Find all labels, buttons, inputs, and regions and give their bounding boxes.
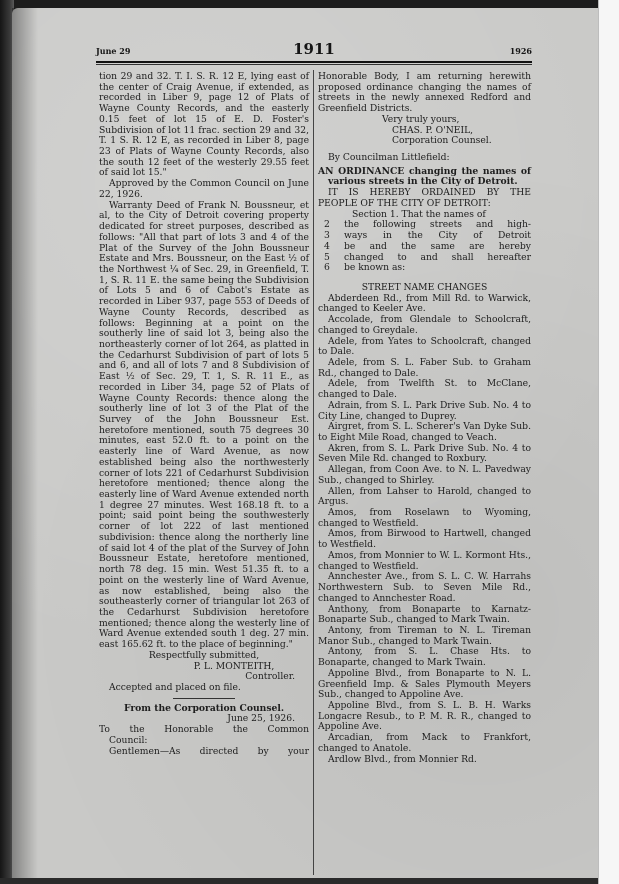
street-change: Amos, from Monnier to W. L. Kormont Hts., changed to Westfield. — [318, 549, 531, 572]
enacting-clause: IT IS HEREBY ORDAINED BY THE PEOPLE OF THE CITY OF DETROIT: — [318, 187, 531, 209]
line-text: the following streets and high- — [344, 219, 531, 231]
street-change: Allegan, from Coon Ave. to N. L. Pavedway Sub., changed to Shirley. — [318, 464, 531, 486]
paragraph: Honorable Body, I am returning herewith proposed ordinance changing the names of streets in the newly annexed Redford and Greenfield Districts. — [318, 71, 531, 115]
street-change: Airgret, from S. L. Scherer's Van Dyke Sub. to Eight Mile Road, changed to Veach. — [318, 421, 531, 443]
street-change: Arcadian, from Mack to Frankfort, changed to Anatole. — [318, 732, 531, 754]
right-column — [318, 72, 531, 765]
street-change: Ardlow Blvd., from Monnier Rd. — [328, 753, 477, 765]
line-text: ways in the City of Detroit — [344, 230, 531, 242]
street-change: Anthony, from Bonaparte to Karnatz-Bonaparte Sub., changed to Mark Twain. — [318, 603, 531, 626]
street-change: Adrain, from S. L. Park Drive Sub. No. 4 to City Line, changed to Duprey. — [318, 399, 531, 422]
numbered-line — [318, 263, 531, 274]
page-bottom-edge — [0, 878, 619, 884]
ordinance-title-lead: AN ORDINANCE — [318, 165, 405, 177]
salutation: Council: — [109, 734, 148, 746]
line-text: be and the same are hereby — [344, 240, 531, 252]
header-year: 1926 — [509, 46, 532, 56]
header-rule — [96, 61, 532, 63]
street-change: Adele, from Yates to Schoolcraft, changed to Dale. — [318, 335, 531, 358]
changes-heading: STREET NAME CHANGES — [361, 281, 488, 293]
signature-closing: Very truly yours, — [382, 113, 460, 125]
line-number: 5 — [324, 251, 330, 263]
ordinance-title-rest: changing the names of various streets in the City of Detroit. — [328, 165, 531, 188]
header-page-number: 1911 — [293, 40, 335, 58]
street-change: Akren, from S. L. Park Drive Sub. No. 4 to Seven Mile Rd. changed to Roxbury. — [318, 442, 531, 465]
street-change: Annchester Ave., from S. L. C. W. Harrahs Northwestern Sub. to Seven Mile Rd., changed to Annchester Road. — [318, 571, 531, 604]
letter-date: June 25, 1926. — [227, 713, 295, 725]
header-date: June 29 — [96, 46, 131, 56]
salutation: To the Honorable the Common — [99, 724, 309, 736]
signature-closing: Respectfully submitted, — [148, 649, 260, 661]
signature-title: Corporation Counsel. — [392, 135, 492, 147]
numbered-line — [318, 242, 531, 253]
by-line: By Councilman Littlefield: — [328, 152, 450, 164]
line-number: 6 — [324, 262, 330, 274]
signature-title: Controller. — [245, 671, 295, 683]
letter-opening: Gentlemen—As directed by your — [109, 745, 309, 757]
line-number: 3 — [324, 230, 330, 242]
line-text: changed to and shall hereafter — [344, 251, 531, 263]
signature-name: P. L. MONTEITH, — [193, 660, 275, 672]
street-change: Appoline Blvd., from Bonaparte to N. L. Greenfield Imp. & Sales Plymouth Meyers Sub., changed to Appoline Ave. — [318, 667, 531, 701]
page-shadow — [12, 8, 38, 878]
scan-margin — [598, 0, 619, 884]
line-number: 4 — [324, 240, 330, 252]
column-divider — [313, 70, 314, 875]
street-change: Allen, from Lahser to Harold, changed to Argus. — [318, 485, 531, 508]
street-change: Accolade, from Glendale to Schoolcraft, changed to Greydale. — [318, 314, 531, 336]
ordinance-title — [318, 167, 531, 188]
line-number: 2 — [324, 219, 330, 231]
line-text: be known as: — [344, 262, 406, 274]
street-change: Adele, from S. L. Faber Sub. to Graham Rd., changed to Dale. — [318, 356, 531, 379]
signature-name: CHAS. P. O'NEIL, — [392, 124, 474, 136]
left-column — [99, 72, 309, 757]
paragraph: Warranty Deed of Frank N. Boussneur, et al, to the City of Detroit covering property dedicated for street purposes, described as follows: "All that part of lots 3 and 4 of the Plat of the Survey of the John Boussneur Estate and Mrs. Boussneur, on the East ½ of the Northwest ¼ of Sec. 29, in Greenfield, T. 1, S. R. 11 E. the same being the Subdivision of Lots 5 and 6 of Cabot's Estate as recorded in Liber 937, page 553 of Deeds of Wayne County Records, described as follows: Beginning at a point on the southerly line of said lot 3, being also the northeasterly corner of lot 264, as platted in the Cedarhurst Subdivision of part of lots 5 and 6, and all of lots 7 and 8 Subdivision of East ½ of Sec. 29, T. 1, S. R. 11 E., as recorded in Liber 34, page 52 of Plats of Wayne County Records: thence along the southerly line of lot 3 of the Plat of the Survey of the John Boussneur Est. heretofore mentioned, south 75 degrees 30 minutes, east 52.0 ft. to a point on the easterly line of Ward Avenue, as now established being also the northwesterly corner of lots 221 of Cedarhurst Subdivision heretofore mentioned; thence along the easterly line of Ward Avenue extended north 1 degree 27 minutes. West 168.18 ft. to a point; said point being the southwesterly corner of lot 222 of last mentioned subdivision: thence along the northerly line of said lot 4 of the plat of the Survey of John Boussneur Estate, heretofore mentioned, north 78 deg. 15 min. West 51.35 ft. to a point on the westerly line of Ward Avenue, as now established, being also the southeasterly corner of triangular lot 263 of the Cedarhurst Subdivision heretofore mentioned; thence along the westerly line of Ward Avenue extended south 1 deg. 27 min. east 165.62 ft. to the place of beginning." — [99, 199, 309, 651]
header-rule-thin — [96, 64, 532, 65]
street-change: Amos, from Roselawn to Wyoming, changed to Westfield. — [318, 507, 531, 529]
street-change: Adele, from Twelfth St. to McClane, changed to Dale. — [318, 378, 531, 401]
street-change: Appoline Blvd., from S. L. B. H. Warks Longacre Resub., to P. M. R. R., changed to Appoline Ave. — [318, 699, 531, 733]
section-divider — [173, 698, 235, 699]
section-line: Section 1. That the names of — [352, 208, 486, 220]
street-change: Antony, from Tireman to N. L. Tireman Manor Sub., changed to Mark Twain. — [318, 624, 531, 647]
paragraph: tion 29 and 32. T. I. S. R. 12 E, lying east of the center of Craig Avenue, if extended, as recorded in Liber 9, page 12 of Plats of Wayne County Records, and the easterly 0.15 feet of lot 15 of E. D. Foster's Subdivision of lot 11 frac. section 29 and 32, T. 1 S. R. 12 E, as recorded in Liber 8, page 23 of Plats of Wayne County Records, also the south 12 feet of the westerly 29.55 feet of said lot 15." — [99, 71, 309, 179]
street-change: Antony, from S. L. Chase Hts. to Bonaparte, changed to Mark Twain. — [318, 646, 531, 669]
paragraph: Approved by the Common Council on June 22, 1926. — [99, 178, 309, 200]
street-change: Amos, from Birwood to Hartwell, changed to Westfield. — [318, 528, 531, 551]
accepted-note: Accepted and placed on file. — [109, 681, 241, 693]
street-change: Abderdeen Rd., from Mill Rd. to Warwick, changed to Keeler Ave. — [318, 292, 531, 315]
section-heading: From the Corporation Counsel. — [123, 702, 285, 714]
